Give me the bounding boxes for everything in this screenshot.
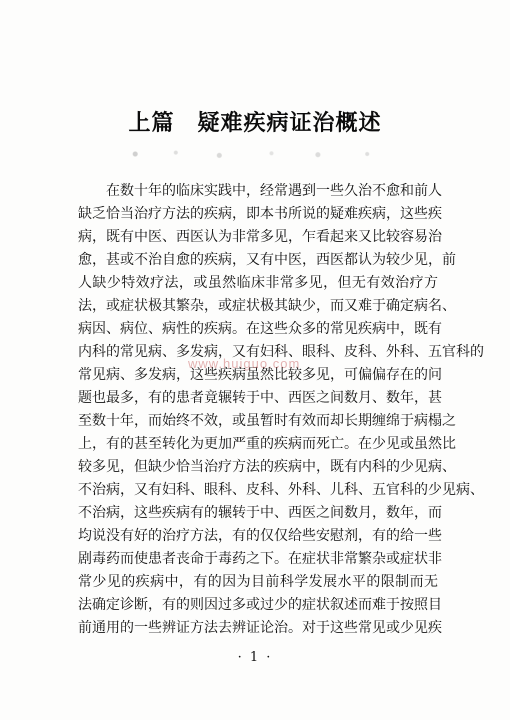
body-paragraph <box>78 180 484 640</box>
text-line: 不治病，这些疾病有的辗转于中、西医之间数月，数年，而 <box>78 505 442 521</box>
text-line: 缺乏恰当治疗方法的疾病，即本书所说的疑难疾病，这些疾 <box>78 206 442 222</box>
text-line: 不治病，又有妇科、眼科、皮科、外科、儿科、五官科的少见病、 <box>78 482 484 498</box>
text-line: 病，既有中医、西医认为非常多见，乍看起来又比较容易治 <box>78 229 442 245</box>
scan-artifact <box>112 147 402 161</box>
text-line: 上，有的甚至转化为更加严重的疾病而死亡。在少见或虽然比 <box>78 436 456 452</box>
watermark: www.huiguo.com <box>188 356 301 371</box>
text-line: 常见病、多发病，这些疾病虽然比较多见，可偏偏存在的问 <box>78 367 442 383</box>
text-line: 人缺少特效疗法，或虽然临床非常多见，但无有效治疗方 <box>78 275 438 291</box>
text-line: 题也最多，有的患者竟辗转于中、西医之间数月、数年，甚 <box>78 390 442 406</box>
text-line: 愈，甚或不治自愈的疾病，又有中医，西医都认为较少见，前 <box>78 252 456 268</box>
chapter-title: 上篇 疑难疾病证治概述 <box>128 110 382 136</box>
text-line: 内科的常见病、多发病，又有妇科、眼科、皮科、外科、五官科的 <box>78 344 484 360</box>
page-number: · 1 · <box>237 650 273 665</box>
text-line: 至数十年，而始终不效，或虽暂时有效而却长期缠绵于病榻之 <box>78 413 456 429</box>
text-line: 剧毒药而使患者丧命于毒药之下。在症状非常繁杂或症状非 <box>78 551 442 567</box>
text-line: 在数十年的临床实践中，经常遇到一些久治不愈和前人 <box>106 183 442 199</box>
text-line: 法确定诊断，有的则因过多或过少的症状叙述而难于按照目 <box>78 597 442 613</box>
text-line: 均说没有好的治疗方法，有的仅仅给些安慰剂，有的给一些 <box>78 528 442 544</box>
text-line: 法，或症状极其繁杂，或症状极其缺少，而又难于确定病名、 <box>78 298 456 314</box>
text-line: 前通用的一些辨证方法去辨证论治。对于这些常见或少见疾 <box>78 620 442 636</box>
text-line: 病因、病位、病性的疾病。在这些众多的常见疾病中，既有 <box>78 321 442 337</box>
text-line: 较多见，但缺少恰当治疗方法的疾病中，既有内科的少见病、 <box>78 459 456 475</box>
text-line: 常少见的疾病中，有的因为目前科学发展水平的限制而无 <box>78 574 438 590</box>
